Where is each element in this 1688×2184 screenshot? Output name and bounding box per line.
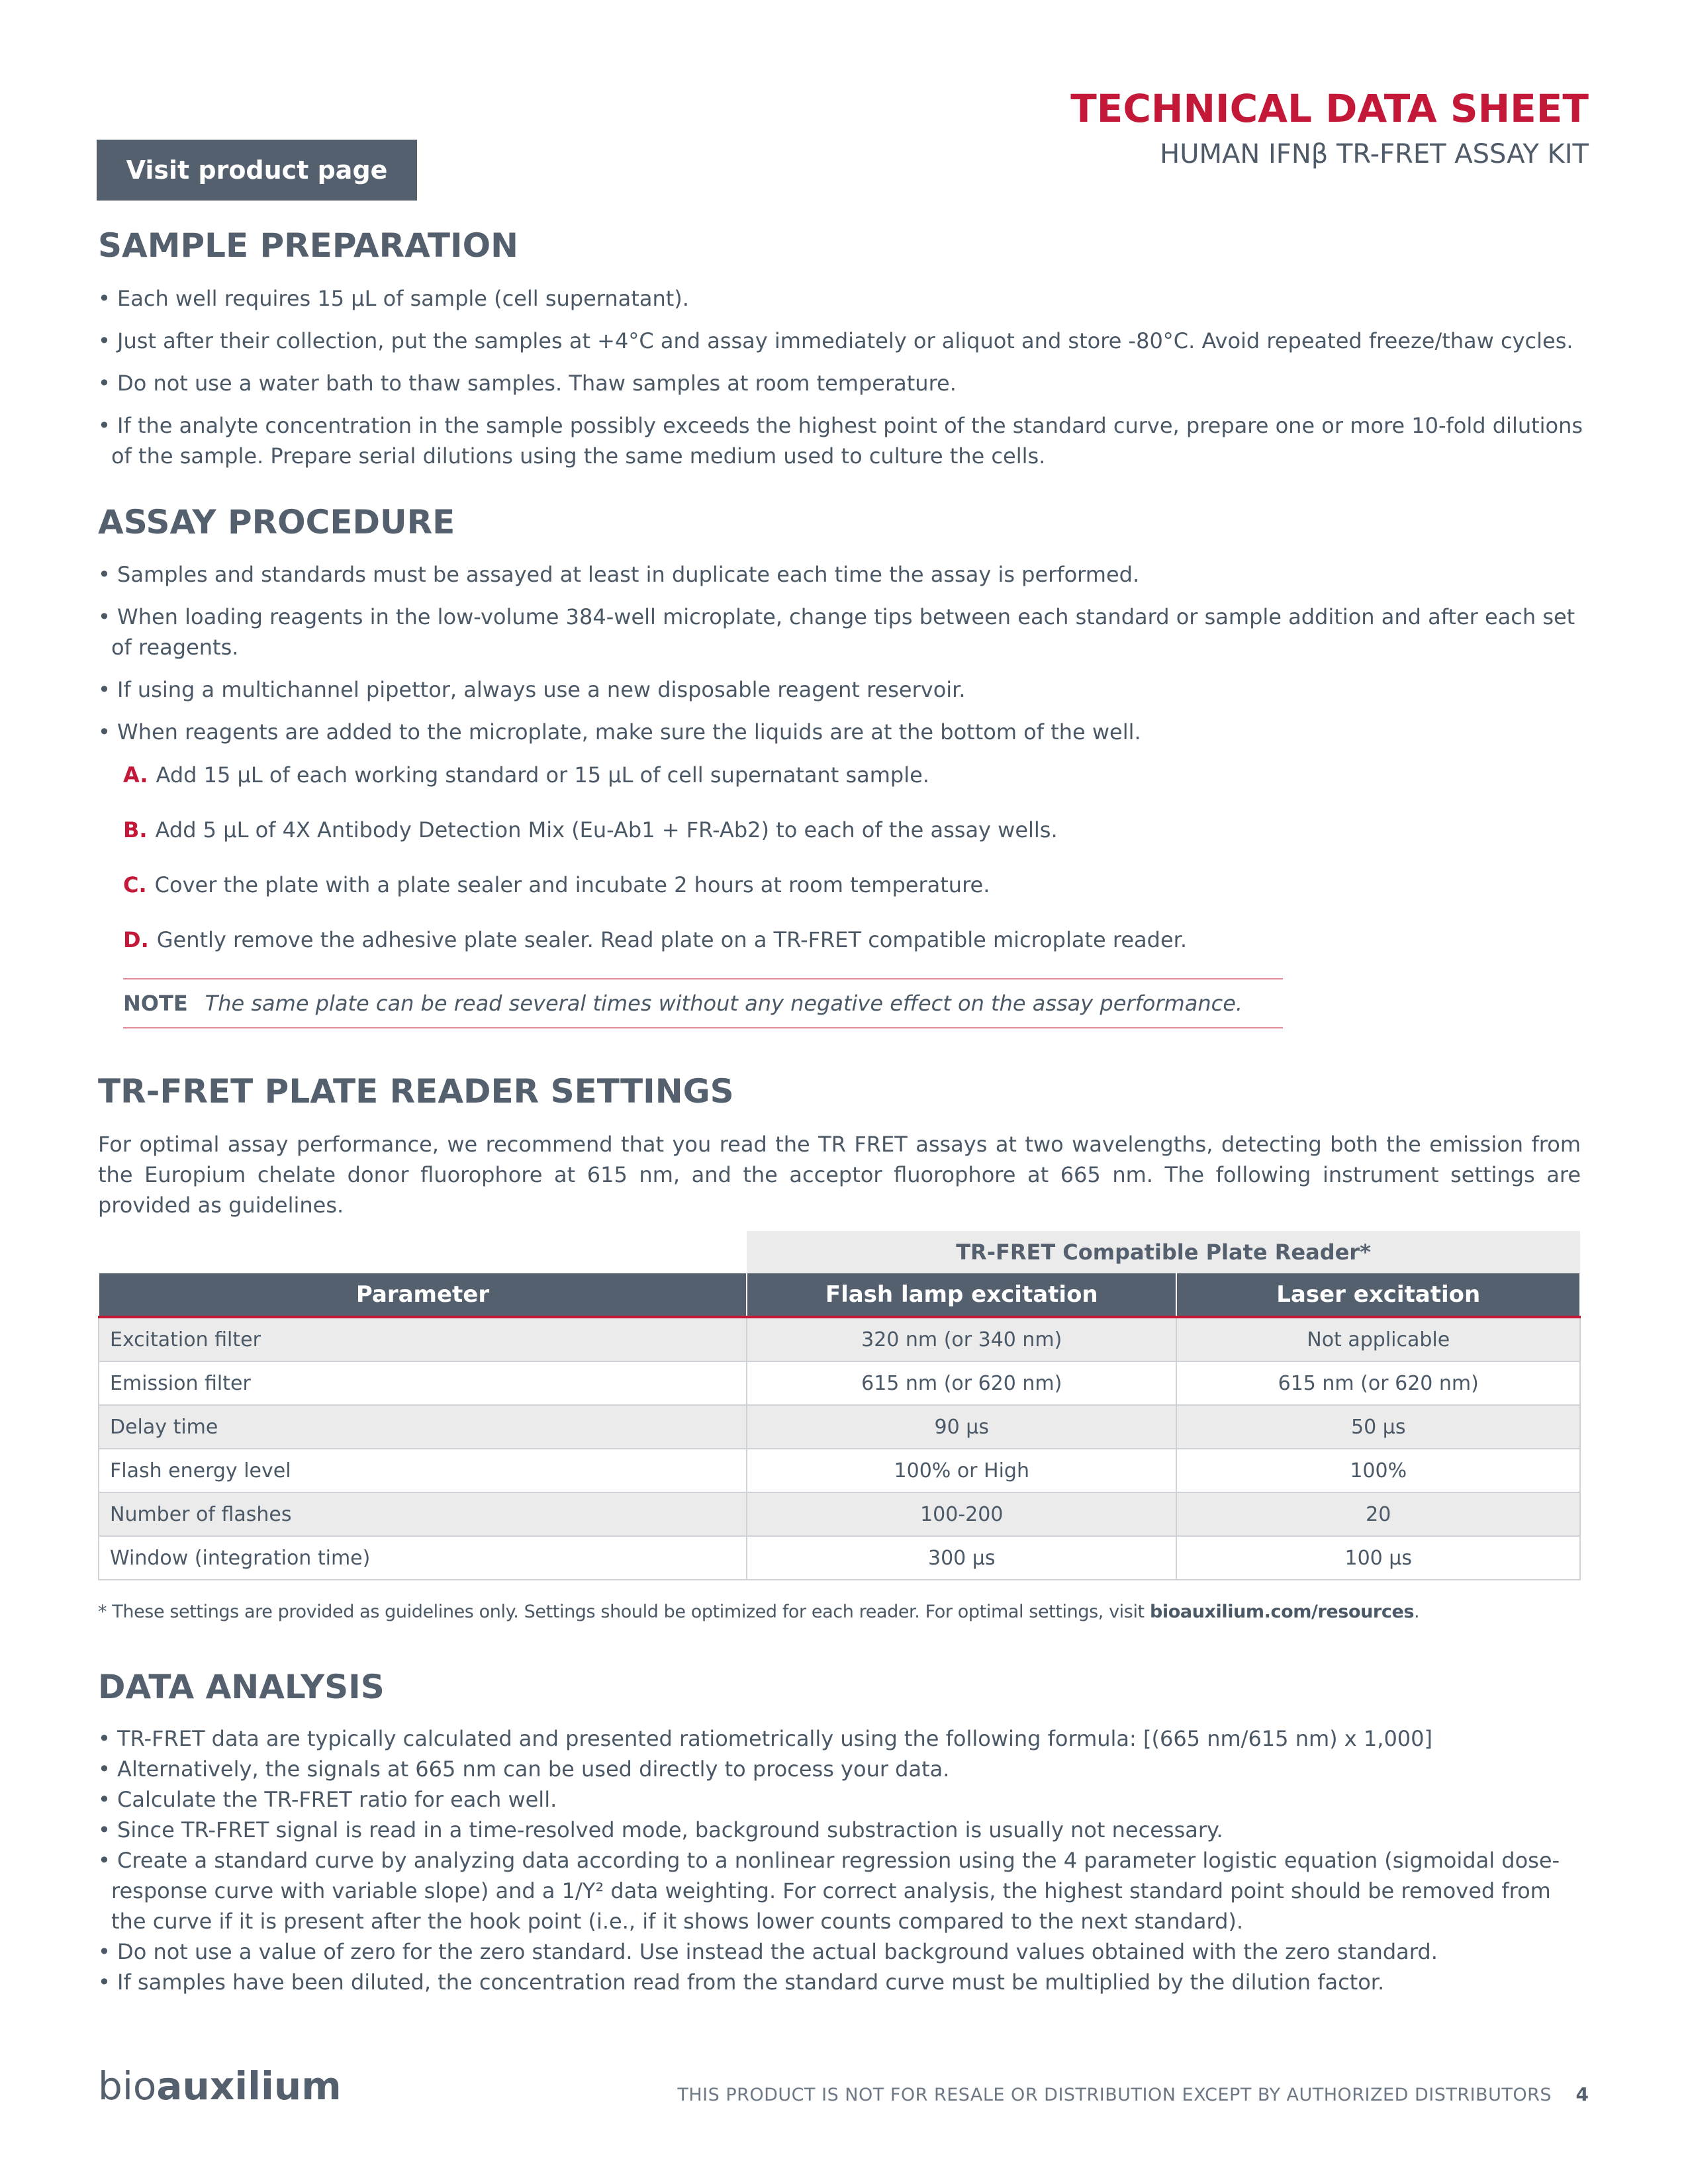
list-item: • Samples and standards must be assayed at least in duplicate each time the assay is performed.	[98, 559, 1587, 590]
table-cell: 615 nm (or 620 nm)	[1176, 1361, 1580, 1405]
table-row	[99, 1536, 1580, 1580]
list-item: • Just after their collection, put the samples at +4°C and assay immediately or aliquot and store -80°C. Avoid repeated freeze/thaw cycles.	[98, 326, 1587, 356]
step-text: Add 5 µL of 4X Antibody Detection Mix (Eu-Ab1 + FR-Ab2) to each of the assay wells.	[155, 817, 1058, 842]
table-cell: Emission filter	[99, 1361, 747, 1405]
table-row	[99, 1405, 1580, 1449]
logo-light: bio	[98, 2064, 157, 2109]
list-item: • Calculate the TR-FRET ratio for each well.	[98, 1784, 1587, 1815]
table-cell: Flash energy level	[99, 1449, 747, 1492]
list-item: • Alternatively, the signals at 665 nm can be used directly to process your data.	[98, 1754, 1587, 1784]
table-cell: Excitation filter	[99, 1317, 747, 1361]
table-group-spacer	[99, 1231, 747, 1273]
logo-bold: auxilium	[156, 2064, 342, 2109]
table-row	[99, 1449, 1580, 1492]
step-text: Gently remove the adhesive plate sealer. Read plate on a TR-FRET compatible microplate reader.	[156, 927, 1188, 952]
column-header: Parameter	[99, 1273, 747, 1317]
footer-notice: THIS PRODUCT IS NOT FOR RESALE OR DISTRIBUTION EXCEPT BY AUTHORIZED DISTRIBUTORS	[677, 2085, 1552, 2105]
resources-link[interactable]: bioauxilium.com/resources	[1149, 1602, 1415, 1622]
list-item: • If using a multichannel pipettor, always use a new disposable reagent reservoir.	[98, 674, 1587, 705]
assay-procedure-heading: ASSAY PROCEDURE	[98, 503, 455, 541]
step-text: Cover the plate with a plate sealer and incubate 2 hours at room temperature.	[154, 872, 990, 897]
list-item: • Do not use a water bath to thaw samples. Thaw samples at room temperature.	[98, 368, 1587, 398]
step-text: Add 15 µL of each working standard or 15 µL of cell supernatant sample.	[156, 762, 929, 788]
sample-preparation-heading: SAMPLE PREPARATION	[98, 226, 518, 265]
footnote-text: * These settings are provided as guidelines only. Settings should be optimized for each reader. For optimal settings, visit	[98, 1602, 1150, 1622]
sample-preparation-list	[98, 283, 1587, 483]
step-item	[123, 815, 1187, 870]
list-item: • Each well requires 15 µL of sample (cell supernatant).	[98, 283, 1587, 314]
table-cell: 20	[1176, 1492, 1580, 1536]
table-cell: 50 µs	[1176, 1405, 1580, 1449]
step-item	[123, 870, 1187, 925]
table-header-row	[99, 1273, 1580, 1317]
list-item: • When reagents are added to the microplate, make sure the liquids are at the bottom of the well.	[98, 717, 1587, 747]
column-header: Flash lamp excitation	[747, 1273, 1176, 1317]
note-box	[123, 978, 1283, 1028]
table-cell: Not applicable	[1176, 1317, 1580, 1361]
reader-settings-heading: TR-FRET PLATE READER SETTINGS	[98, 1072, 734, 1111]
reader-settings-table	[98, 1231, 1581, 1580]
reader-settings-intro: For optimal assay performance, we recommend that you read the TR FRET assays at two wavelengths, detecting both the emission from the Europium chelate donor fluorophore at 615 nm, and the acceptor fluorophore at 665 nm. The following instrument settings are provided as guidelines.	[98, 1132, 1581, 1218]
visit-product-page-button[interactable]: Visit product page	[97, 140, 417, 201]
table-cell: 300 µs	[747, 1536, 1176, 1580]
list-item: • Create a standard curve by analyzing data according to a nonlinear regression using the 4 parameter logistic equation (sigmoidal dose-response curve with variable slope) and a 1/Y² data weighting. For correct analysis, the highest standard point should be removed from the curve if it is present after the hook point (i.e., if it shows lower counts compared to the next standard).	[98, 1845, 1587, 1936]
table-cell: 100 µs	[1176, 1536, 1580, 1580]
table-cell: 615 nm (or 620 nm)	[747, 1361, 1176, 1405]
data-analysis-list	[98, 1723, 1587, 1997]
column-header: Laser excitation	[1176, 1273, 1580, 1317]
list-item: • If samples have been diluted, the concentration read from the standard curve must be multiplied by the dilution factor.	[98, 1967, 1587, 1997]
list-item: • If the analyte concentration in the sample possibly exceeds the highest point of the standard curve, prepare one or more 10-fold dilutions of the sample. Prepare serial dilutions using the same medium used to culture the cells.	[98, 410, 1587, 471]
table-row	[99, 1317, 1580, 1361]
table-cell: 100-200	[747, 1492, 1176, 1536]
table-cell: 90 µs	[747, 1405, 1176, 1449]
document-title: TECHNICAL DATA SHEET	[1070, 86, 1589, 131]
step-letter: A.	[123, 762, 148, 788]
company-logo	[98, 2064, 342, 2109]
table-cell: Window (integration time)	[99, 1536, 747, 1580]
step-item	[123, 760, 1187, 815]
table-footnote	[98, 1602, 1419, 1622]
list-item: • Since TR-FRET signal is read in a time-resolved mode, background substraction is usually not necessary.	[98, 1815, 1587, 1845]
page-number: 4	[1575, 2083, 1589, 2105]
document-subtitle: HUMAN IFNβ TR-FRET ASSAY KIT	[1160, 139, 1589, 169]
table-cell: Delay time	[99, 1405, 747, 1449]
table-cell: Number of flashes	[99, 1492, 747, 1536]
assay-steps	[123, 760, 1187, 979]
step-item	[123, 925, 1187, 979]
step-letter: D.	[123, 927, 149, 952]
table-group-header: TR-FRET Compatible Plate Reader*	[747, 1231, 1580, 1273]
footnote-end: .	[1414, 1602, 1420, 1622]
table-row	[99, 1492, 1580, 1536]
data-analysis-heading: DATA ANALYSIS	[98, 1668, 385, 1706]
table-cell: 320 nm (or 340 nm)	[747, 1317, 1176, 1361]
note-text: The same plate can be read several times without any negative effect on the assay performance.	[205, 991, 1243, 1016]
table-row	[99, 1361, 1580, 1405]
list-item: • Do not use a value of zero for the zero standard. Use instead the actual background values obtained with the zero standard.	[98, 1936, 1587, 1967]
note-label: NOTE	[123, 991, 188, 1016]
list-item: • TR-FRET data are typically calculated and presented ratiometrically using the following formula: [(665 nm/615 nm) x 1,000]	[98, 1723, 1587, 1754]
step-letter: C.	[123, 872, 147, 897]
list-item: • When loading reagents in the low-volume 384-well microplate, change tips between each standard or sample addition and after each set of reagents.	[98, 602, 1587, 662]
table-group-header-row	[99, 1231, 1580, 1273]
table-cell: 100%	[1176, 1449, 1580, 1492]
table-cell: 100% or High	[747, 1449, 1176, 1492]
step-letter: B.	[123, 817, 148, 842]
assay-procedure-list	[98, 559, 1587, 759]
